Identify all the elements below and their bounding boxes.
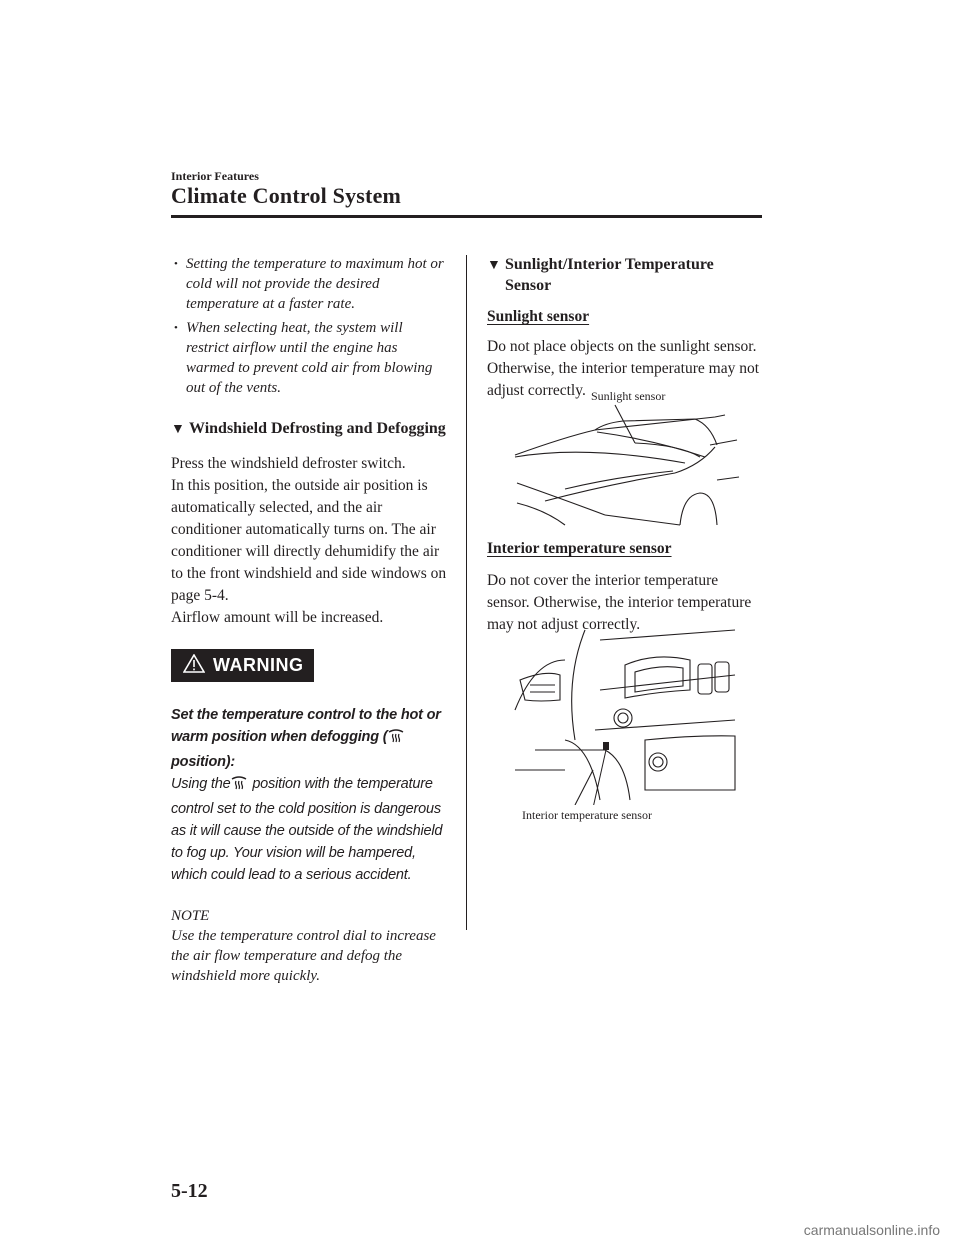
section-triangle-icon: ▼ xyxy=(171,422,185,437)
note-heading: NOTE xyxy=(171,908,210,924)
page-title: Climate Control System xyxy=(171,183,402,208)
warning-text: Using the position with the temperature control set to the cold position is dangerous as it will cause the outside of the windshield to fog up. Your vision will be hampered, which could lead to a serious accident. xyxy=(171,776,443,883)
defroster-icon xyxy=(230,775,248,798)
left-column xyxy=(171,254,449,986)
interior-sensor-subheading: Interior temperature sensor xyxy=(487,540,672,557)
interior-sensor-marker xyxy=(603,742,609,750)
interior-sensor-body: Do not cover the interior temperature sensor. Otherwise, the interior temperature may not adjust correctly. xyxy=(487,572,752,633)
sunlight-sensor-subheading: Sunlight sensor xyxy=(487,308,590,325)
bullet-item: • When selecting heat, the system will restrict airflow until the engine has warmed to prevent cold air from blowing out of the vents. xyxy=(171,318,449,398)
sensor-heading: ▼ Sunlight/Interior Temperature Sensor xyxy=(487,256,714,294)
warning-badge xyxy=(171,649,314,682)
section-label: Interior Features xyxy=(171,169,259,183)
defog-body-line: In this position, the outside air position is automatically selected, and the air conditioner automatically turns on. The air conditioner will directly dehumidify the air to the front windshield and side windows on page 5-4. xyxy=(171,477,447,604)
sunlight-sensor-illustration xyxy=(505,385,745,530)
watermark: carmanualsonline.info xyxy=(803,1222,940,1238)
warning-bold-text: Set the temperature control to the hot or warm position when defogging ( position): xyxy=(171,707,441,770)
car-exterior-drawing xyxy=(505,385,745,530)
sunlight-sensor-caption: Sunlight sensor xyxy=(591,389,666,403)
interior-sensor-caption: Interior temperature sensor xyxy=(522,808,652,822)
sunlight-sensor-body: Do not place objects on the sunlight sensor. Otherwise, the interior temperature may not adjust correctly. xyxy=(487,338,760,399)
defog-heading: ▼ Windshield Defrosting and Defogging xyxy=(171,418,449,439)
bullet-item: • Setting the temperature to maximum hot or cold will not provide the desired temperature at a faster rate. xyxy=(171,254,449,314)
section-triangle-icon: ▼ xyxy=(487,258,501,273)
warning-label: WARNING xyxy=(213,655,304,675)
interior-sensor-illustration xyxy=(505,620,740,825)
page-number: 5-12 xyxy=(171,1180,208,1202)
column-divider xyxy=(466,255,467,930)
note-text: Use the temperature control dial to increase the air flow temperature and defog the windshield more quickly. xyxy=(171,928,436,984)
defog-body-line: Airflow amount will be increased. xyxy=(171,609,384,626)
title-rule xyxy=(171,215,762,218)
defroster-icon xyxy=(387,728,405,751)
dashboard-drawing xyxy=(505,620,740,805)
warning-icon xyxy=(183,654,205,678)
right-column xyxy=(487,254,763,402)
defog-body-line: Press the windshield defroster switch. xyxy=(171,455,406,472)
